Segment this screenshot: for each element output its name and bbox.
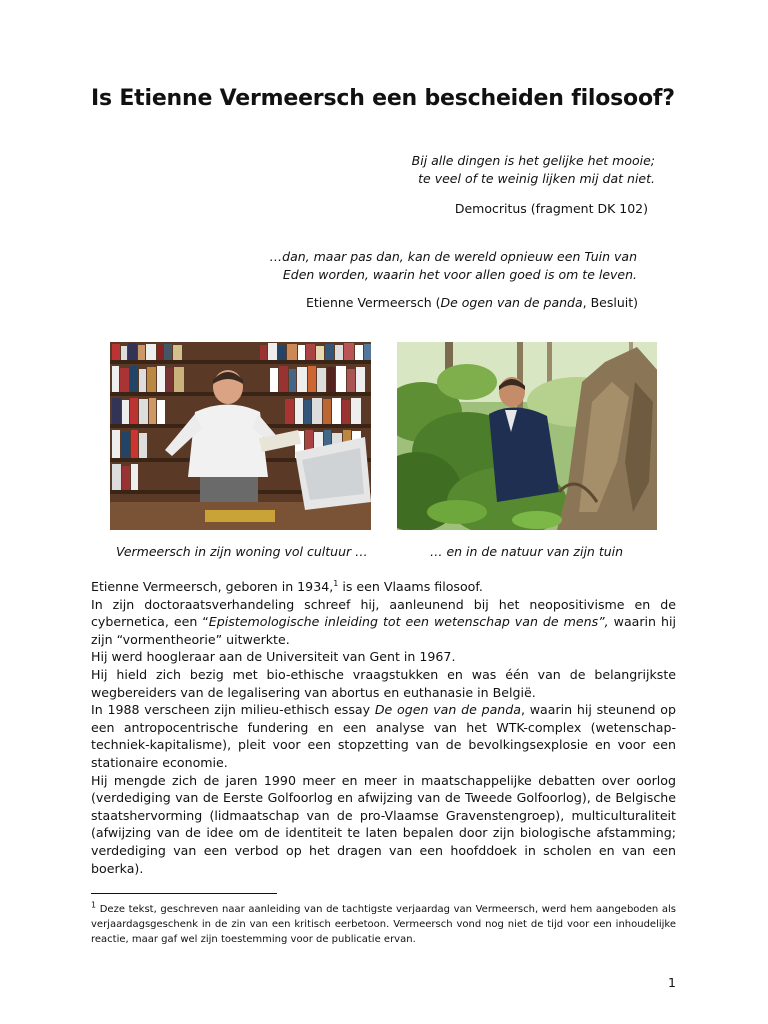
page-number: 1 (668, 975, 676, 990)
photo-garden-image (397, 342, 657, 530)
photo-caption-right: … en in de natuur van zijn tuin (430, 544, 624, 559)
paragraph (91, 578, 676, 596)
photo-caption-left: Vermeersch in zijn woning vol cultuur … (116, 544, 368, 559)
text-run-italic: De ogen van de panda (374, 702, 521, 718)
text-run-italic: Epistemologische inleiding tot een wetenschap van de mens”, (208, 614, 609, 630)
epigraph-line: Eden worden, waarin het voor allen goed is om te leven. (282, 267, 637, 282)
footnote-ref[interactable]: 1 (333, 578, 339, 588)
attribution-text: Etienne Vermeersch ( (305, 295, 441, 310)
paragraph: Hij hield zich bezig met bio-ethische vraagstukken en was één van de belangrijkste wegbereiders van de legalisering van abortus en euthanasie in België. (91, 666, 676, 700)
paragraph: Hij werd hoogleraar aan de Universiteit van Gent in 1967. (91, 649, 456, 665)
text-run: , waarin hij steunend op een antropocentrische fundering en een analyse van het WTK-complex (wetenschap-techniek-kapitalisme), pleit voor een stopzetting van de bevolkingsexplosie en voor een stationaire economie. (91, 702, 676, 770)
epigraph-attribution: Democritus (fragment DK 102) (454, 201, 648, 216)
photo-study (110, 342, 371, 530)
epigraph-line: …dan, maar pas dan, kan de wereld opnieuw een Tuin van (269, 249, 637, 264)
footnote (91, 902, 676, 947)
photo-garden (397, 342, 657, 530)
page-title: Is Etienne Vermeersch een bescheiden filosoof? (91, 86, 675, 111)
text-run: is een Vlaams filosoof. (338, 579, 483, 594)
paragraph: Hij mengde zich de jaren 1990 meer en meer in maatschappelijke debatten over oorlog (verdediging van de Eerste Golfoorlog en afwijzing van de Tweede Golfoorlog), de Belgische staatshervorming (lidmaatschap van de pro-Vlaamse Gravenstengroep), multiculturaliteit (afwijzing van de idee om de identiteit te laten bepalen door zijn biologische afstamming; verdediging van een verbod op het dragen van een hoofddoek in scholen en van een boerka). (91, 772, 676, 876)
epigraph-attribution (262, 295, 638, 310)
attribution-text: , Besluit) (582, 295, 638, 310)
text-run: In 1988 verscheen zijn milieu-ethisch essay (91, 702, 375, 718)
footnote-marker: 1 (91, 900, 97, 910)
footnote-text: Deze tekst, geschreven naar aanleiding van de tachtigste verjaardag van Vermeersch, werd hem aangeboden als verjaardagsgeschenk in de zin van een kritisch eerbetoon. Vermeersch vond nog niet de tijd voor een inhoudelijke reactie, maar gaf wel zijn toestemming voor de publicatie ervan. (91, 904, 676, 945)
epigraph-line: te veel of te weinig lijken mij dat niet. (418, 171, 655, 186)
footnote-separator (91, 893, 277, 894)
epigraph-democritus (380, 152, 655, 188)
epigraph-line: Bij alle dingen is het gelijke het mooie; (411, 153, 655, 168)
text-run: waarin hij zijn “vormentheorie” uitwerkte. (91, 614, 676, 647)
paragraph (91, 596, 676, 649)
paragraph (91, 701, 676, 771)
attribution-work: De ogen van de panda (440, 295, 583, 310)
text-run: Etienne Vermeersch, geboren in 1934, (91, 579, 334, 594)
photo-study-image (110, 342, 371, 530)
epigraph-vermeersch (262, 248, 637, 284)
text-run: In zijn doctoraatsverhandeling schreef hij, aanleunend bij het neopositivisme en de cybernetica, een “ (91, 596, 676, 630)
body-text (91, 578, 676, 877)
